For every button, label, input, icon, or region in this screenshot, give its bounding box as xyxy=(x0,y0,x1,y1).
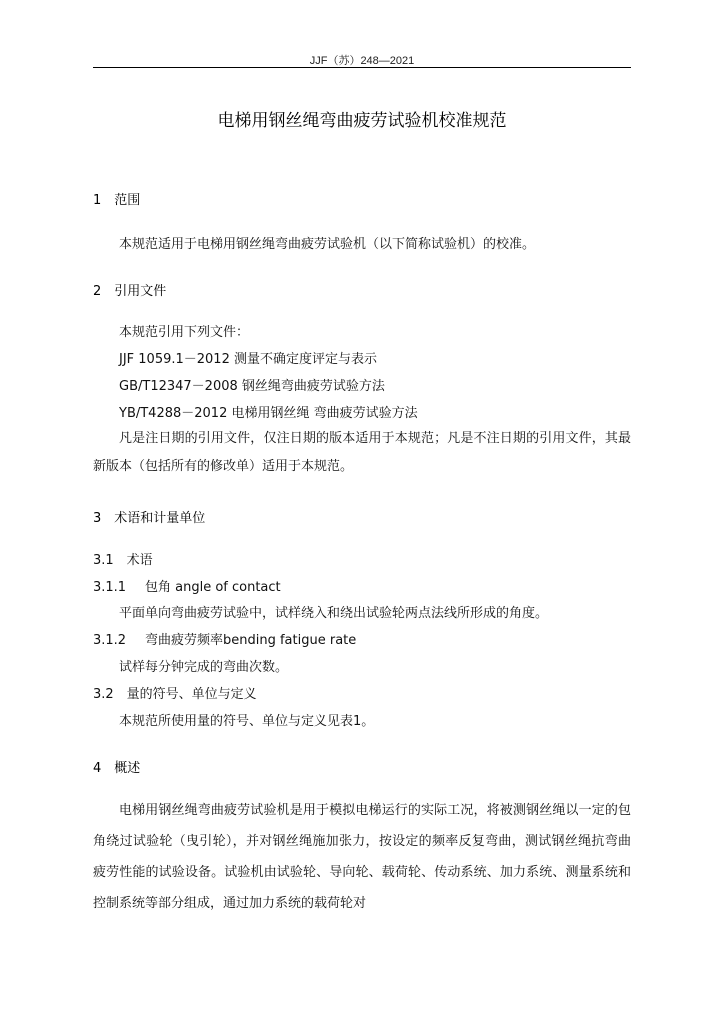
term-3-1-2-name: 弯曲疲劳频率bending fatigue rate xyxy=(145,633,357,648)
section-2-intro: 本规范引用下列文件： xyxy=(119,325,250,340)
term-3-1-1-name: 包角 angle of contact xyxy=(145,580,281,595)
reference-item-2: GB/T12347－2008 钢丝绳弯曲疲劳试验方法 xyxy=(119,379,385,394)
document-title: 电梯用钢丝绳弯曲疲劳试验机校准规范 xyxy=(217,111,507,131)
section-1-text: 本规范适用于电梯用钢丝绳弯曲疲劳试验机（以下简称试验机）的校准。 xyxy=(119,237,536,252)
header-rule xyxy=(93,67,631,68)
subsection-3-2-text: 本规范所使用量的符号、单位与定义见表1。 xyxy=(119,714,375,729)
document-code-header: JJF（苏）248—2021 xyxy=(309,55,415,67)
term-3-1-1-number: 3.1.1 xyxy=(93,580,127,595)
section-2-heading: 2 引用文件 xyxy=(93,284,167,299)
reference-item-3: YB/T4288－2012 电梯用钢丝绳 弯曲疲劳试验方法 xyxy=(119,406,418,421)
section-1-heading: 1 范围 xyxy=(93,193,141,208)
term-3-1-2-definition: 试样每分钟完成的弯曲次数。 xyxy=(119,660,289,675)
section-4-text: 电梯用钢丝绳弯曲疲劳试验机是用于模拟电梯运行的实际工况，将被测钢丝绳以一定的包角绕过试验轮（曳引轮），并对钢丝绳施加张力，按设定的频率反复弯曲，测试钢丝绳抗弯曲疲劳性能的试验设备。试验机由试验轮、导向轮、载荷轮、传动系统、加力系统、测量系统和控制系统等部分组成，通过加力系统的载荷轮对 xyxy=(93,803,631,911)
term-3-1-1-definition: 平面单向弯曲疲劳试验中，试样绕入和绕出试验轮两点法线所形成的角度。 xyxy=(119,606,549,621)
term-3-1-2-number: 3.1.2 xyxy=(93,633,127,648)
section-4-heading: 4 概述 xyxy=(93,761,141,776)
section-2-note: 凡是注日期的引用文件，仅注日期的版本适用于本规范；凡是不注日期的引用文件，其最新版本（包括所有的修改单）适用于本规范。 xyxy=(93,431,631,474)
section-3-heading: 3 术语和计量单位 xyxy=(93,511,206,526)
reference-item-1: JJF 1059.1－2012 测量不确定度评定与表示 xyxy=(119,352,377,367)
subsection-3-2: 3.2 量的符号、单位与定义 xyxy=(93,687,257,702)
subsection-3-1: 3.1 术语 xyxy=(93,553,153,568)
